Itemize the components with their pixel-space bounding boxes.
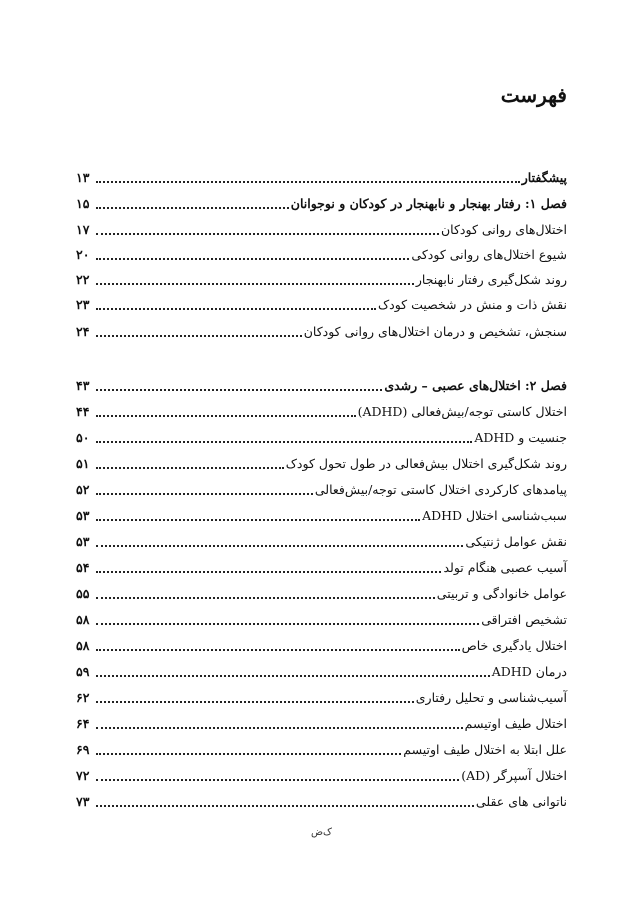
toc-page-number: ۵۳	[76, 534, 90, 549]
toc-dot-leader	[96, 207, 289, 209]
toc-dot-leader	[96, 545, 463, 547]
toc-row[interactable]	[76, 582, 567, 602]
toc-entry-label: عوامل خانوادگی و تربیتی	[436, 586, 567, 601]
toc-dot-leader	[96, 467, 284, 469]
toc-page-number: ۵۲	[76, 482, 90, 497]
toc-row[interactable]	[76, 426, 567, 446]
toc-entry-label: اختلال طیف اوتیسم	[464, 716, 567, 731]
toc-entry-label: ناتوانی های عقلی	[475, 794, 567, 809]
toc-entry-label: سبب‌شناسی اختلال ADHD	[422, 508, 567, 523]
toc-page-number: ۵۳	[76, 508, 90, 523]
toc-chapter-row[interactable]	[76, 192, 567, 212]
toc-page-number: ۵۴	[76, 560, 90, 575]
toc-dot-leader	[96, 258, 409, 260]
toc-row[interactable]	[76, 660, 567, 680]
toc-entry-label: فصل ۲: اختلال‌های عصبی – رشدی	[384, 378, 567, 393]
toc-entry-label: سنجش، تشخیص و درمان اختلال‌های روانی کودکان	[303, 324, 567, 339]
toc-dot-leader	[96, 389, 382, 391]
toc-row[interactable]	[76, 764, 567, 784]
toc-entry-label: اختلال آسپرگر (AD)	[461, 768, 567, 783]
toc-entry-label: آسیب‌شناسی و تحلیل رفتاری	[415, 690, 567, 705]
toc-dot-leader	[96, 283, 414, 285]
toc-entry-label: علل ابتلا به اختلال طیف اوتیسم	[403, 742, 567, 757]
toc-row[interactable]	[76, 504, 567, 524]
toc-page-number: ۱۳	[76, 170, 90, 185]
toc-chapter-row[interactable]	[76, 374, 567, 394]
toc-page-number: ۵۹	[76, 664, 90, 679]
toc-row[interactable]	[76, 556, 567, 576]
toc-entry-label: اختلال‌های روانی کودکان	[440, 222, 567, 237]
toc-entry-label: پیشگفتار	[521, 170, 567, 185]
toc-dot-leader	[96, 701, 414, 703]
toc-dot-leader	[96, 519, 420, 521]
page-footer: ک‌ض	[310, 827, 333, 838]
toc-entry-label: نقش ذات و منش در شخصیت کودک	[377, 297, 567, 312]
toc-page-number: ۷۳	[76, 794, 90, 809]
toc-row[interactable]	[76, 478, 567, 498]
toc-chapter-row[interactable]	[76, 166, 567, 186]
toc-entry-label: روند شکل‌گیری اختلال بیش‌فعالی در طول تحول کودک	[285, 456, 567, 471]
toc-dot-leader	[96, 493, 313, 495]
toc-entry-label: اختلال کاستی توجه/بیش‌فعالی (ADHD)	[357, 404, 567, 419]
toc-dot-leader	[96, 181, 520, 183]
toc-page-number: ۲۳	[76, 297, 90, 312]
toc-page-number: ۴۴	[76, 404, 90, 419]
toc-row[interactable]	[76, 608, 567, 628]
toc-page-number: ۴۳	[76, 378, 90, 393]
toc-row[interactable]	[76, 320, 567, 340]
toc-dot-leader	[96, 753, 401, 755]
toc-dot-leader	[96, 805, 474, 807]
toc-entry-label: شیوع اختلال‌های روانی کودکی	[411, 247, 567, 262]
toc-dot-leader	[96, 415, 356, 417]
toc-page-number: ۵۸	[76, 638, 90, 653]
toc-page-number: ۱۵	[76, 196, 90, 211]
toc-row[interactable]	[76, 686, 567, 706]
toc-entry-label: نقش عوامل ژنتیکی	[465, 534, 567, 549]
toc-page-number: ۵۸	[76, 612, 90, 627]
toc-dot-leader	[96, 335, 302, 337]
toc-page-number: ۱۷	[76, 222, 90, 237]
toc-row[interactable]	[76, 634, 567, 654]
page-title: فهرست	[500, 83, 567, 107]
toc-page-number: ۲۴	[76, 324, 90, 339]
toc-row[interactable]	[76, 530, 567, 550]
toc-dot-leader	[96, 441, 472, 443]
toc-row[interactable]	[76, 738, 567, 758]
toc-row[interactable]	[76, 243, 567, 263]
toc-entry-label: پیامدهای کارکردی اختلال کاستی توجه/بیش‌فعالی	[314, 482, 567, 497]
toc-page-number: ۲۰	[76, 247, 90, 262]
toc-page-number: ۲۲	[76, 272, 90, 287]
toc-page-number: ۶۲	[76, 690, 90, 705]
toc-page-number: ۵۵	[76, 586, 90, 601]
toc-entry-label: فصل ۱: رفتار بهنجار و نابهنجار در کودکان و نوجوانان	[290, 196, 567, 211]
toc-entry-label: اختلال یادگیری خاص	[461, 638, 567, 653]
toc-row[interactable]	[76, 268, 567, 288]
toc-dot-leader	[96, 233, 439, 235]
toc-entry-label: جنسیت و ADHD	[474, 430, 567, 445]
toc-dot-leader	[96, 779, 459, 781]
toc-row[interactable]	[76, 790, 567, 810]
toc-page-number: ۵۰	[76, 430, 90, 445]
toc-entry-label: تشخیص افتراقی	[481, 612, 567, 627]
toc-dot-leader	[96, 675, 490, 677]
toc-row[interactable]	[76, 452, 567, 472]
toc-page-number: ۵۱	[76, 456, 90, 471]
toc-entry-label: آسیب عصبی هنگام تولد	[443, 560, 567, 575]
toc-dot-leader	[96, 727, 463, 729]
toc-row[interactable]	[76, 293, 567, 313]
toc-page-number: ۶۹	[76, 742, 90, 757]
toc-entry-label: روند شکل‌گیری رفتار نابهنجار	[415, 272, 567, 287]
toc-entry-label: درمان ADHD	[491, 664, 567, 679]
toc-dot-leader	[96, 649, 460, 651]
toc-dot-leader	[96, 623, 479, 625]
toc-dot-leader	[96, 571, 441, 573]
toc-page-number: ۷۲	[76, 768, 90, 783]
toc-row[interactable]	[76, 218, 567, 238]
toc-dot-leader	[96, 597, 435, 599]
toc-dot-leader	[96, 308, 376, 310]
toc-row[interactable]	[76, 400, 567, 420]
toc-row[interactable]	[76, 712, 567, 732]
toc-page-number: ۶۴	[76, 716, 90, 731]
